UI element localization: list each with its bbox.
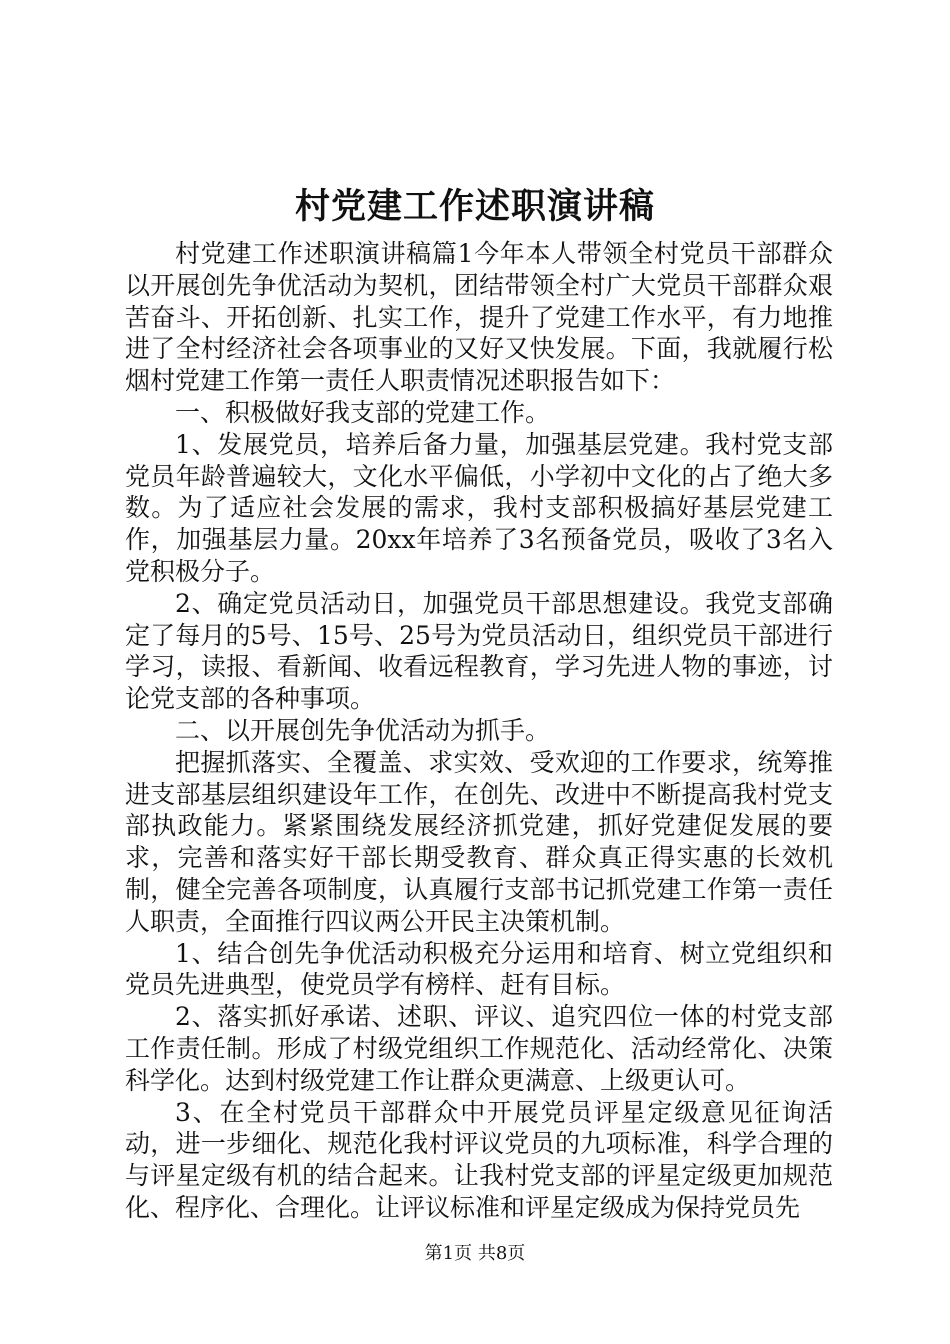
paragraph: 1、结合创先争优活动积极充分运用和培育、树立党组织和党员先进典型，使党员学有榜样、赶有目标。: [125, 938, 833, 1000]
paragraph: 2、落实抓好承诺、述职、评议、追究四位一体的村党支部工作责任制。形成了村级党组织工作规范化、活动经常化、决策科学化。达到村级党建工作让群众更满意、上级更认可。: [125, 1002, 833, 1095]
page-footer: 第1页 共8页: [424, 1243, 526, 1264]
paragraph: 2、确定党员活动日，加强党员干部思想建设。我党支部确定了每月的5号、15号、25号为党员活动日，组织党员干部进行学习，读报、看新闻、收看远程教育，学习先进人物的事迹，讨论党支部的各种事项。: [125, 588, 833, 714]
paragraph: 把握抓落实、全覆盖、求实效、受欢迎的工作要求，统筹推进支部基层组织建设年工作，在创先、改进中不断提高我村党支部执政能力。紧紧围绕发展经济抓党建，抓好党建促发展的要求，完善和落实好干部长期受教育、群众真正得实惠的长效机制，健全完善各项制度，认真履行支部书记抓党建工作第一责任人职责，全面推行四议两公开民主决策机制。: [125, 747, 833, 936]
paragraph: 村党建工作述职演讲稿篇1今年本人带领全村党员干部群众以开展创先争优活动为契机，团结带领全村广大党员干部群众艰苦奋斗、开拓创新、扎实工作，提升了党建工作水平，有力地推进了全村经济社会各项事业的又好又快发展。下面，我就履行松烟村党建工作第一责任人职责情况述职报告如下：: [125, 239, 833, 396]
section-heading: 一、积极做好我支部的党建工作。: [175, 397, 551, 427]
paragraph: 3、在全村党员干部群众中开展党员评星定级意见征询活动，进一步细化、规范化我村评议党员的九项标准，科学合理的与评星定级有机的结合起来。让我村党支部的评星定级更加规范化、程序化、合理化。让评议标准和评星定级成为保持党员先: [125, 1097, 833, 1222]
section-heading: 二、以开展创先争优活动为抓手。: [175, 715, 551, 745]
document-title: 村党建工作述职演讲稿: [294, 186, 655, 227]
document-body: [125, 238, 833, 1224]
paragraph: 1、发展党员，培养后备力量，加强基层党建。我村党支部党员年龄普遍较大，文化水平偏低，小学初中文化的占了绝大多数。为了适应社会发展的需求，我村支部积极搞好基层党建工作，加强基层力量。20xx年培养了3名预备党员，吸收了3名入党积极分子。: [125, 429, 833, 586]
